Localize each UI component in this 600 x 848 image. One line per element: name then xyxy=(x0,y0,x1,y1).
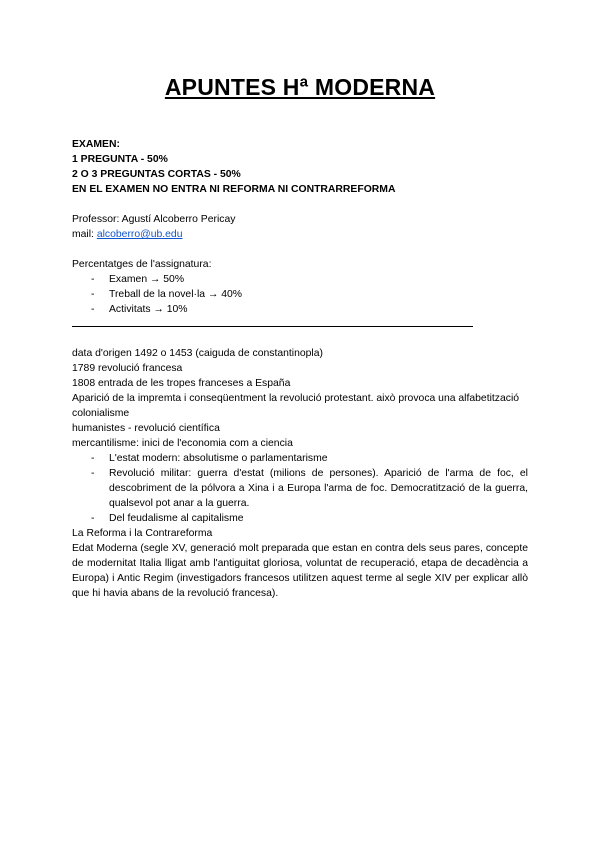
list-item: - Revolució militar: guerra d'estat (milions de persones). Aparició de l'arma de foc, el descobriment de la pólvora a Xina i a Europa l'arma de foc. Democratització de la guerra, qualsevol pot anar a la guerra. xyxy=(72,466,528,511)
list-item: - Treball de la novel·la → 40% xyxy=(72,287,528,302)
note-paragraph: Edat Moderna (segle XV, generació molt preparada que estan en contra dels seus pares, concepte de modernitat Italia lligat amb l'antiguitat gloriosa, voluntat de recuperació, etapa de decadència a Europa) i Antic Regim (investigadors francesos utilitzen aquest terme al segle XIV per explicar allò que hi havia abans de la revolució francesa). xyxy=(72,543,528,599)
exam-info xyxy=(72,137,528,197)
grading-heading: Percentatges de l'assignatura: xyxy=(72,259,212,270)
list-item: - Activitats → 10% xyxy=(72,302,528,317)
notes-bullet-list xyxy=(72,451,528,526)
exam-line-3: EN EL EXAMEN NO ENTRA NI REFORMA NI CONTRARREFORMA xyxy=(72,184,396,195)
professor-mail-line xyxy=(72,227,528,242)
exam-line-2: 2 O 3 PREGUNTAS CORTAS - 50% xyxy=(72,169,241,180)
mail-label: mail: xyxy=(72,229,97,240)
page-title: APUNTES Hª MODERNA xyxy=(164,74,436,100)
mail-link[interactable]: alcoberro@ub.edu xyxy=(96,229,183,240)
note-line: data d'origen 1492 o 1453 (caiguda de constantinopla) xyxy=(72,348,323,359)
note-line: colonialisme xyxy=(72,408,130,419)
list-item: - Examen → 50% xyxy=(72,272,528,287)
horizontal-rule xyxy=(72,326,473,327)
list-item: - Del feudalisme al capitalisme xyxy=(72,511,528,526)
note-line: mercantilisme: inici de l'economia com a ciencia xyxy=(72,438,293,449)
note-line: humanistes - revolució científica xyxy=(72,423,220,434)
professor-info xyxy=(72,212,528,242)
notes-section xyxy=(72,346,528,601)
grading-section xyxy=(72,257,528,317)
professor-name: Professor: Agustí Alcoberro Pericay xyxy=(72,214,236,225)
grading-list xyxy=(72,272,528,317)
note-line: 1808 entrada de les tropes franceses a España xyxy=(72,378,291,389)
note-line: La Reforma i la Contrareforma xyxy=(72,528,213,539)
exam-heading: EXAMEN: xyxy=(72,139,120,150)
exam-line-1: 1 PREGUNTA - 50% xyxy=(72,154,168,165)
note-paragraph: Aparició de la impremta i conseqüentment la revolució protestant. això provoca una alfabetització xyxy=(72,393,520,404)
note-line: 1789 revolució francesa xyxy=(72,363,183,374)
list-item: - L'estat modern: absolutisme o parlamentarisme xyxy=(72,451,528,466)
